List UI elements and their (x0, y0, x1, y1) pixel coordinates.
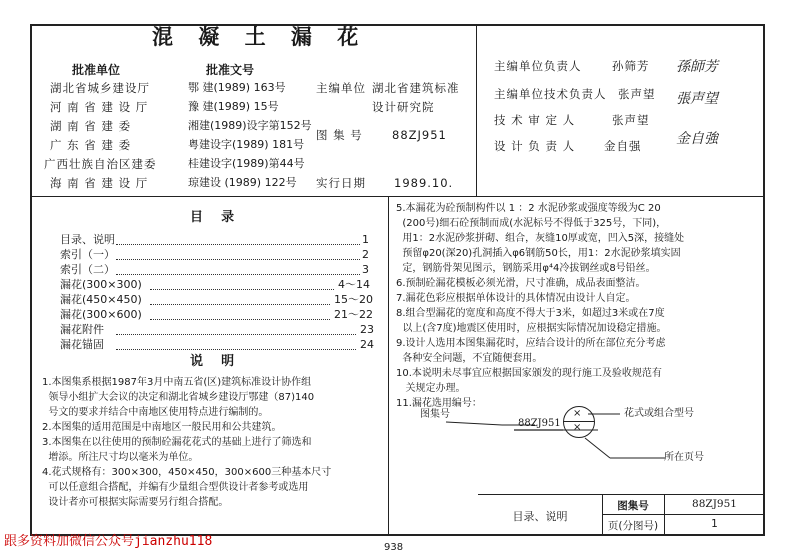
responsible-name: 金自强 (604, 139, 642, 153)
chief-unit-value: 湖北省建筑标准 (372, 81, 460, 95)
titleblock-top-line (478, 494, 765, 495)
approval-doc: 鄂 建(1989) 163号 (188, 81, 286, 94)
chief-unit-label: 主编单位 (316, 81, 366, 95)
contents-item-page: 21～22 (334, 308, 373, 321)
note-line: 11.漏花选用编号： (396, 398, 482, 409)
note-line: 3.本图集在以往使用的预制砼漏花花式的基础上进行了筛选和 (42, 437, 312, 448)
note-line: 设计者亦可根据实际需要另行组合搭配。 (42, 497, 229, 508)
approval-unit: 海 南 省 建 设 厅 (50, 176, 149, 190)
responsible-role: 设 计 负 责 人 (494, 139, 576, 153)
note-line: 1.本图集系根据1987年3月中南五省(区)建筑标准设计协作组 (42, 377, 312, 388)
note-line: 7.漏花色彩应根据单体设计的具体情况由设计人自定。 (396, 293, 636, 304)
contents-item-label: 漏花(300×600) (60, 308, 142, 321)
note-line: 增添。所注尺寸均以毫米为单位。 (42, 452, 199, 463)
approval-unit: 湖北省城乡建设厅 (50, 81, 150, 95)
approval-unit: 广 东 省 建 委 (50, 138, 132, 152)
contents-item-page: 4～14 (338, 278, 370, 291)
responsible-name: 张声望 (612, 113, 650, 127)
contents-item-page: 24 (360, 338, 374, 351)
contents-item-page: 23 (360, 323, 374, 336)
leader-dots (116, 259, 360, 260)
titleblock-page-label: 页(分图号) (607, 520, 659, 532)
contents-item-page: 3 (362, 263, 369, 276)
signature: 孫師芳 (676, 59, 718, 75)
titleblock-atlas-value: 88ZJ951 (692, 498, 737, 510)
signature: 金自強 (676, 131, 718, 147)
diagram-page-label: 所在页号 (664, 452, 704, 463)
leader-dots (150, 304, 330, 305)
approval-unit-label: 批准单位 (72, 63, 121, 77)
leader-dots (150, 319, 330, 320)
leader-dots (150, 289, 334, 290)
leader-dots (116, 334, 356, 335)
note-line: 10.本说明未尽事宜应根据国家颁发的现行施工及验收规范有 (396, 368, 662, 379)
impl-date-value: 1989.10. (394, 176, 454, 190)
note-line: 领导小组扩大会议的决定和湖北省城乡建设厅鄂建（87)140 (42, 392, 315, 403)
contents-item-label: 索引（二） (60, 263, 115, 276)
diagram-mark-upper: × (573, 408, 582, 419)
contents-item-page: 15～20 (334, 293, 373, 306)
note-line: 5.本漏花为砼预制构件以 1 ：2 水泥砂浆或强度等级为C 20 (396, 203, 661, 214)
page-number: 938 (384, 542, 404, 553)
leader-dots (116, 349, 356, 350)
note-line: (200号)细石砼预制而成(水泥标号不得低于325号，下同)， (396, 218, 667, 229)
diagram-type-label: 花式或组合型号 (624, 408, 694, 419)
approval-unit: 广西壮族自治区建委 (44, 157, 157, 171)
approval-doc: 湘建(1989)设字第152号 (188, 119, 312, 132)
contents-item-label: 漏花锚固 (60, 338, 104, 351)
watermark-text: 跟多资料加微信公众号jianzhu118 (4, 534, 213, 549)
titleblock-name: 目录、说明 (512, 510, 568, 523)
signature: 張声望 (676, 91, 718, 107)
contents-item-label: 索引（一） (60, 248, 115, 261)
note-line: 用1：2水泥砂浆拼砌、组合，灰缝10厚或宽，凹入5深，接缝处 (396, 233, 685, 244)
diagram-mark-lower: × (573, 422, 582, 433)
contents-heading: 目 录 (190, 210, 235, 225)
note-line: 4.花式规格有：300×300，450×450，300×600三种基本尺寸 (42, 467, 332, 478)
approval-unit: 河 南 省 建 设 厅 (50, 100, 149, 114)
note-line: 各种安全问题，不宜随便套用。 (396, 353, 543, 364)
responsible-role: 技 术 审 定 人 (494, 113, 576, 127)
note-line: 6.预制砼漏花模板必须光滑，尺寸准确，成品表面整洁。 (396, 278, 646, 289)
note-line: 以上(含7度)地震区使用时，应根据实际情况加设稳定措施。 (396, 323, 667, 334)
diagram-atlas-label: 图集号 (420, 409, 450, 420)
responsible-role: 主编单位技术负责人 (494, 87, 607, 101)
diagram-code: 88ZJ951 (518, 418, 561, 429)
document-title: 混 凝 土 漏 花 (152, 25, 368, 49)
approval-doc: 豫 建(1989) 15号 (188, 100, 279, 113)
atlas-no-value: 88ZJ951 (392, 128, 447, 142)
leader-dots (116, 244, 360, 245)
responsible-name: 孙筛芳 (612, 59, 650, 73)
note-line: 9.设计人选用本图集漏花时，应结合设计的所在部位充分考虑 (396, 338, 666, 349)
note-line: 定，钢筋骨架见图示，钢筋采用φ⁴4冷拔钢丝或8号铅丝。 (396, 263, 656, 274)
approval-doc: 粤建设字(1989) 181号 (188, 138, 305, 151)
contents-item-label: 漏花附件 (60, 323, 104, 336)
header-divider-vertical (476, 24, 477, 196)
contents-item-page: 1 (362, 233, 369, 246)
atlas-no-label: 图 集 号 (316, 128, 363, 142)
note-line: 可以任意组合搭配，并编有少量组合型供设计者参考或选用 (42, 482, 309, 493)
notes-heading: 说 明 (190, 354, 235, 369)
note-line: 关规定办理。 (396, 383, 466, 394)
titleblock-page-value: 1 (711, 518, 718, 530)
responsible-role: 主编单位负责人 (494, 59, 582, 73)
approval-doc: 琼建设 (1989) 122号 (188, 176, 297, 189)
note-line: 预留φ20(深20)孔洞插入φ6钢筋50长，用1：2水泥砂浆填实固 (396, 248, 681, 259)
contents-item-label: 漏花(300×300) (60, 278, 142, 291)
header-divider-horizontal (30, 196, 765, 197)
contents-item-page: 2 (362, 248, 369, 261)
titleblock-atlas-label: 图集号 (617, 500, 649, 512)
note-line: 2.本图集的适用范围是中南地区一般民用和公共建筑。 (42, 422, 282, 433)
chief-unit-value: 设计研究院 (372, 100, 435, 114)
approval-doc-label: 批准文号 (206, 63, 255, 77)
impl-date-label: 实行日期 (316, 176, 366, 190)
approval-doc: 桂建设字(1989)第44号 (188, 157, 305, 170)
approval-unit: 湖 南 省 建 委 (50, 119, 132, 133)
titleblock-mid-line (602, 514, 765, 515)
note-line: 8.组合型漏花的宽度和高度不得大于3米，如超过3米或在7度 (396, 308, 665, 319)
contents-item-label: 目录、说明 (60, 233, 115, 246)
responsible-name: 张声望 (618, 87, 656, 101)
note-line: 号文的要求并结合中南地区使用特点进行编制的。 (42, 407, 269, 418)
contents-item-label: 漏花(450×450) (60, 293, 142, 306)
leader-dots (116, 274, 360, 275)
